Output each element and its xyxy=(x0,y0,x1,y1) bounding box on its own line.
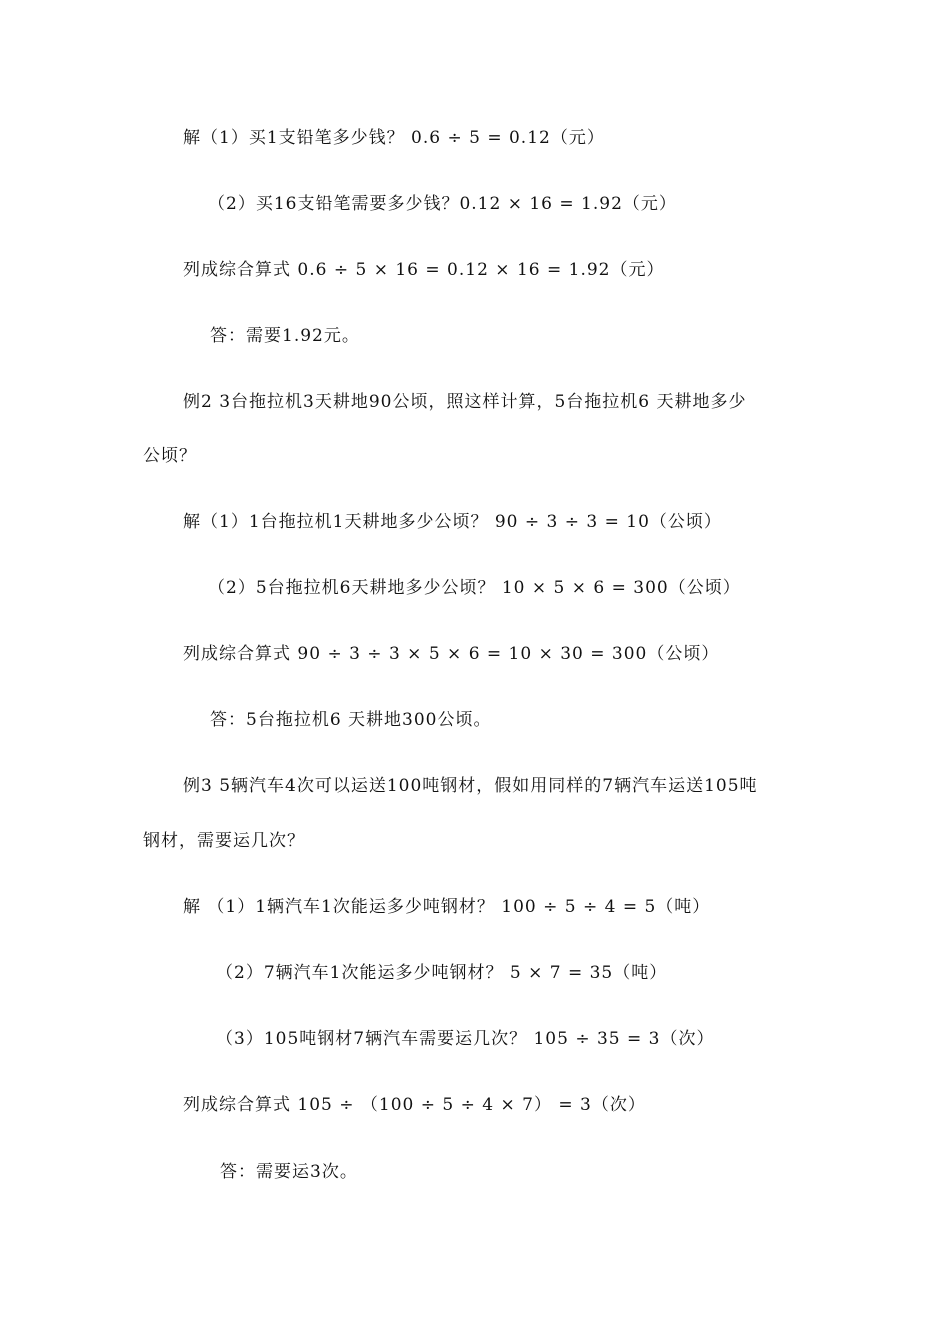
example-2-question-line-1: 例2 3台拖拉机3天耕地90公顷，照这样计算，5台拖拉机6 天耕地多少 xyxy=(183,392,747,412)
solution-1-step-2: （2）买16支铅笔需要多少钱？0.12 × 16 = 1.92（元） xyxy=(208,194,677,214)
solution-1-step-1: 解（1）买1支铅笔多少钱？ 0.6 ÷ 5 = 0.12（元） xyxy=(183,128,605,148)
solution-1-answer: 答：需要1.92元。 xyxy=(210,326,360,346)
solution-3-step-1: 解 （1）1辆汽车1次能运多少吨钢材？ 100 ÷ 5 ÷ 4 = 5（吨） xyxy=(183,897,711,917)
example-3-question-line-2: 钢材，需要运几次？ xyxy=(143,831,305,851)
solution-2-combined-formula: 列成综合算式 90 ÷ 3 ÷ 3 × 5 × 6 = 10 × 30 = 300（公顷） xyxy=(183,644,720,664)
solution-3-step-2: （2）7辆汽车1次能运多少吨钢材？ 5 × 7 = 35（吨） xyxy=(216,963,668,983)
example-3-question-line-1: 例3 5辆汽车4次可以运送100吨钢材，假如用同样的7辆汽车运送105吨 xyxy=(183,776,758,796)
solution-3-answer: 答：需要运3次。 xyxy=(220,1162,358,1182)
solution-2-answer: 答：5台拖拉机6 天耕地300公顷。 xyxy=(210,710,492,730)
solution-3-step-3: （3）105吨钢材7辆汽车需要运几次？ 105 ÷ 35 = 3（次） xyxy=(216,1029,715,1049)
solution-3-combined-formula: 列成综合算式 105 ÷ （100 ÷ 5 ÷ 4 × 7） = 3（次） xyxy=(183,1095,646,1115)
example-2-question-line-2: 公顷？ xyxy=(143,446,197,466)
solution-1-combined-formula: 列成综合算式 0.6 ÷ 5 × 16 = 0.12 × 16 = 1.92（元） xyxy=(183,260,665,280)
solution-2-step-1: 解（1）1台拖拉机1天耕地多少公顷？ 90 ÷ 3 ÷ 3 = 10（公顷） xyxy=(183,512,722,532)
solution-2-step-2: （2）5台拖拉机6天耕地多少公顷？ 10 × 5 × 6 = 300（公顷） xyxy=(208,578,741,598)
